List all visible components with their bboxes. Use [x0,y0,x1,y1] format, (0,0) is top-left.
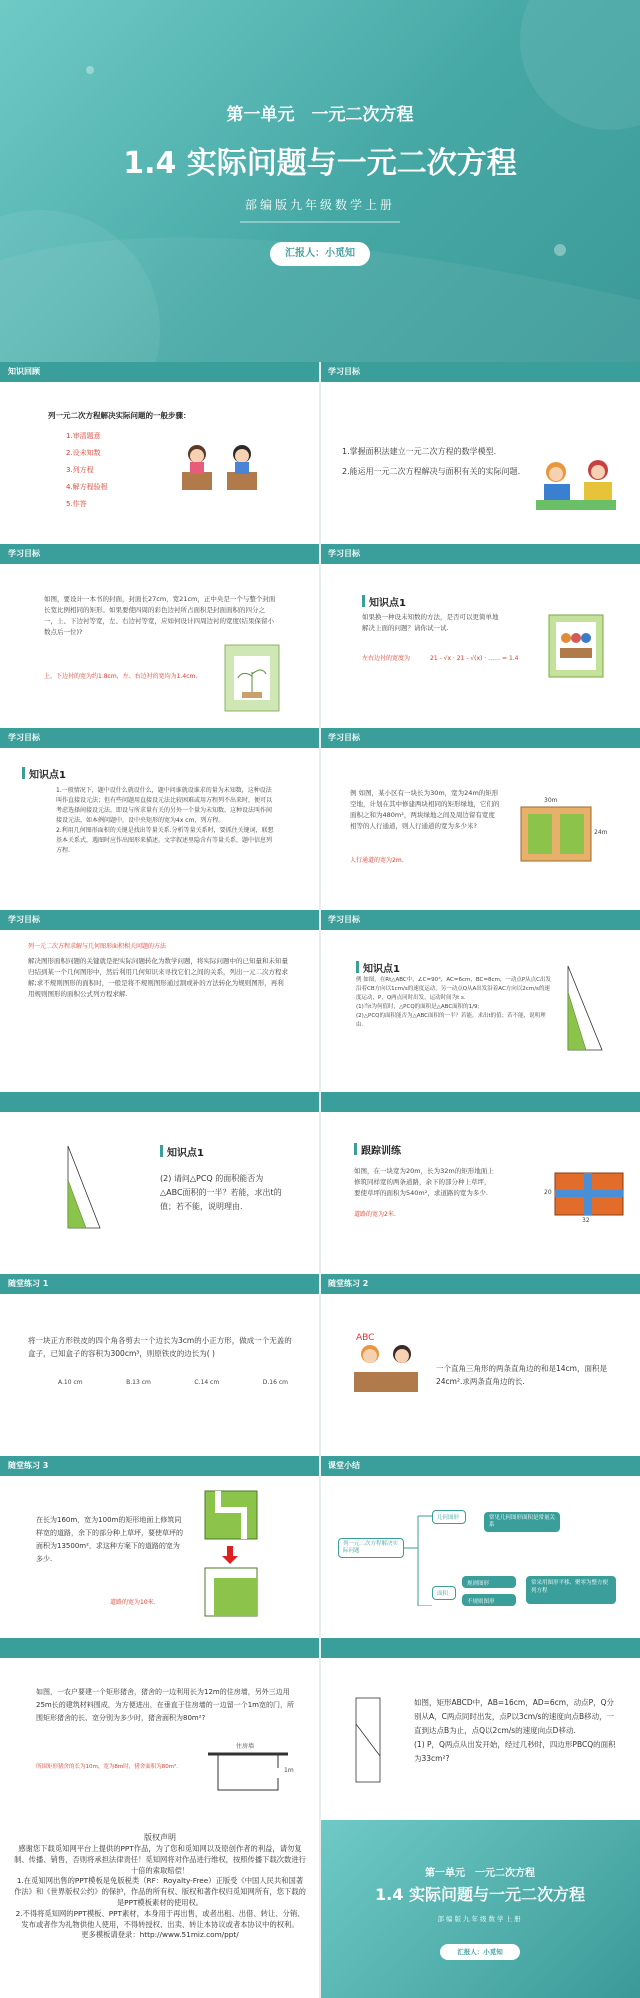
dim-height-label: 24m [594,829,608,836]
problem-text: 如图，一农户要建一个矩形猪舍，猪舍的一边利用长为12m的住房墙，另外三边用25m长的建筑材料围成，为方便进出，在垂直于住房墙的一边留一个1m宽的门，所围矩形猪舍的长、宽分别为多少时，猪舍面积为80m²? [36,1688,294,1722]
wall-label: 住房墙 [236,1743,255,1750]
book-cover-figure [224,644,280,714]
slide-practice-2 [320,1274,640,1456]
slide-bar: 学习目标 [0,728,320,748]
door-label: 1m [284,1767,294,1774]
students-illustration [172,440,272,500]
dim-width-label: 30m [544,797,558,804]
slide-bar: 学习目标 [0,910,320,930]
option-list [58,1378,288,1388]
end-title: 1.4 实际问题与一元二次方程 [375,1885,585,1904]
problem-text: 如图，在一块宽为20m，长为32m的矩形地面上修筑同样宽的两条道路，余下的部分种上草坪，要使草坪的面积为540m²，求道路的宽为多少. [354,1167,494,1197]
class-illustration [548,614,604,678]
subtitle: 部编版九年级数学上册 [244,198,395,212]
goal-list: 1.掌握面积法建立一元二次方程的数学模型. 2.能运用一元二次方程解决与面积有关的实际问题. [342,447,521,476]
slide-bar: 随堂练习 3 [0,1456,320,1476]
problem-text: 一个直角三角形的两条直角边的和是14cm，面积是24cm².求两条直角边的长. [436,1364,607,1386]
slide-end [320,1820,640,1998]
dim-width-label: 32 [582,1217,590,1224]
slide-tracking [320,1092,640,1274]
answer-text: 道路的宽为2米. [354,1211,396,1218]
method-title: 列一元二次方程求解与几何图形面积相关问题的方法 [28,943,167,950]
slide-review [0,362,320,544]
reading-kids-illustration [526,452,626,516]
slide-practice-1 [0,1274,320,1456]
end-reporter: 汇报人：小觅知 [440,1944,520,1960]
problem-text: 例 如图，某小区有一块长为30m，宽为24m的矩形空地，计划在其中修建两块相同的矩形绿地，它们的面积之和为480m²，两块绿地之间及周边留有宽度相等的人行通道，则人行通道的宽为多少米? [350,789,500,830]
problem-text: 在长为160m，宽为100m的矩形地面上修筑同样宽的道路，余下的部分种上草坪，要使草坪的面积为13500m²，求这种方案下的道路的宽为多少. [36,1516,183,1563]
answer-text: 人行通道的宽为2m. [350,857,404,864]
copyright-text: 感谢您下载觅知网平台上提供的PPT作品，为了您和觅知网以及原创作者的利益，请勿复制、传播、销售，否则将承担法律责任！觅知网将对作品进行维权，按照传播下载次数进行十倍的索取赔偿！ 1.在觅知网出售的PPT模板是免版税类（RF：Royalty-Free）正版受《中国人民共和国著作法》和《世界版权公约》的保护，作品的所有权、版权和著作权归觅知网所有，您下载的是PPT模板素材的使用权。 2.不得将觅知网的PPT模板、PPT素材，本身用于再出售，或者出租、出借、转让、分销、发布或者作为礼物供他人使用，不得转授权、出卖、转让本协议或者本协议中的权利。 更多模板请登录：http://www.51miz.com/ppt/ [14,1844,306,1940]
slide-copyright [0,1820,320,1998]
slide-bar: 学习目标 [320,362,640,382]
kp-title: 知识点1 [363,964,400,975]
answer-text: 上、下边衬的宽为约1.8cm，左、右边衬的宽均为1.4cm. [44,673,198,680]
answer-text: 所围矩形猪舍的长为10m，宽为8m时，猪舍面积为80m². [36,1764,179,1770]
slide-kp1-question [0,1092,320,1274]
slide-bar [0,1638,320,1658]
kp-marker [356,961,359,973]
slide-kp1-b [0,728,320,910]
reporter-badge: 汇报人：小觅知 [270,242,370,266]
kp-title: 跟踪训练 [361,1146,401,1157]
slide-bar [320,1092,640,1112]
problem-text: 如图，矩形ABCD中，AB=16cm，AD=6cm，动点P，Q分别从A，C两点同时出发，点P以3cm/s的速度向点B移动，一直到达点B为止，点Q以2cm/s的速度向点D移动. (1) P，Q两点从出发开始，经过几秒时，四边形PBCQ的面积为33cm²? [414,1698,616,1763]
road-transform-figure [204,1490,264,1618]
problem-text: 如图，要设计一本书的封面，封面长27cm，宽21cm，正中央是一个与整个封面长宽比例相同的矩形。如果要使四周的彩色边衬所占面积是封面面积的四分之一，上、下边衬等宽，左、右边衬等宽，应如何设计四周边衬的宽度(结果保留小数点后一位)? [44,595,276,636]
page-title: 1.4 实际问题与一元二次方程 [123,146,517,181]
slide-bar: 学习目标 [320,910,640,930]
kp-marker [354,1143,357,1155]
steps-heading: 列一元二次方程解决实际问题的一般步骤： [48,411,191,420]
question-text: (2) 请问△PCQ 的面积能否为△ABC面积的一半？若能，求出t的值；若不能，说明理由. [160,1174,282,1211]
dim-height-label: 20 [544,1189,552,1196]
summary-center: 列一元二次方程解决实际问题 [338,1538,404,1558]
svg-text:ABC: ABC [356,1333,375,1343]
slide-bar: 课堂小结 [320,1456,640,1476]
slide-kp1-a [320,544,640,728]
slide-pigsty [0,1638,320,1820]
kp-text: 1.一般情况下，题中设什么就设什么，题中问谁就设谁求的量为未知数，这种设法叫作直接设元法；但有些问题用直接设元法比较困难或用方程列不出来时，便可以考虑选择间接设元法，即设与所求量有关的另外一个量为未知数。这种设法叫作间接设元法，如本例问题中，设中央矩形的宽为4x cm，列方程。 2.利用几何图形面积的关键是找出等量关系.分析等量关系时，要抓住关键词，联想基本关系式，遇图时应作出图形来描述。文字叙述里隐含有等量关系，题中信息列方程. [56,787,274,854]
eq-formula: 21 - √x · 21 - √(x) · …… = 1.4 [430,655,519,662]
option-d[interactable]: D.16 cm [262,1379,288,1386]
summary-regular: 规则图形 [462,1576,516,1588]
answer-text: 道路的宽为10米. [110,1599,156,1606]
summary-area: 面积 [432,1586,456,1600]
option-c[interactable]: C.14 cm [194,1379,220,1386]
slide-rectangle-motion [320,1638,640,1820]
pigsty-figure [208,1750,288,1800]
slide-bar [0,1092,320,1112]
kp-title: 知识点1 [167,1148,204,1159]
slide-bar: 学习目标 [0,544,320,564]
slide-practice-3 [0,1456,320,1638]
slide-example-garden [320,728,640,910]
slide-bar: 学习目标 [320,728,640,748]
kp-marker [160,1145,163,1157]
slide-triangle-example [320,910,640,1092]
kp-title: 知识点1 [29,770,66,781]
lawn-road-figure [554,1172,624,1216]
problem-text: 例 如图，在Rt△ABC中，∠C=90°，AC=6cm，BC=8cm，一动点P从点C出发沿着CB方向以1cm/s的速度运动，另一动点Q从A出发沿着AC方向以2cm/s的速度运动，P，Q两点同时出发，运动时间为t s. (1)当t为何值时，△PCQ的面积是△ABC面积的1/9; (2)△PCQ的面积能否为△ABC面积的一半？若能，求出t的值；若不能，说明理由. [356,977,552,1028]
steps-list: 1.审清题意 2.设未知数 3.列方程 4.解方程验根 5.作答 [66,432,108,508]
title-slide [0,0,640,362]
kp-text: 如果换一种设未知数的方法，是否可以更简单地解决上面的问题？请你试一试. [362,613,499,632]
triangle-figure [60,1140,110,1240]
slide-summary [320,1456,640,1638]
slide-bar: 随堂练习 1 [0,1274,320,1294]
slide-example-cover [0,544,320,728]
slide-bar: 学习目标 [320,544,640,564]
slide-bar: 随堂练习 2 [320,1274,640,1294]
option-a[interactable]: A.10 cm [58,1379,83,1386]
slide-method [0,910,320,1092]
slide-bar [320,1638,640,1658]
kp-title: 知识点1 [369,598,406,609]
triangle-figure [562,962,612,1058]
summary-geometry: 几何图形 [432,1510,466,1524]
problem-text: 将一块正方形铁皮的四个角各剪去一个边长为3cm的小正方形，做成一个无盖的盒子，已知盒子的容积为300cm³，则原铁皮的边长为( ) [28,1336,292,1358]
option-b[interactable]: B.13 cm [126,1379,151,1386]
kp-marker [362,595,365,607]
rectangle-figure [352,1694,388,1786]
kp-marker [22,767,25,779]
end-subtitle: 部编版九年级数学上册 [437,1915,523,1923]
slide-goals [320,362,640,544]
summary-geometry-note: 常见几何图形面积是常量关系 [484,1512,560,1532]
eq-label: 左右边衬的宽度为 [362,655,411,662]
summary-irregular: 不规则图形 [462,1594,516,1606]
method-text: 解决图形面积问题的关键就是把实际问题转化为数学问题，将实际问题中的已知量和未知量归结到某一个几何图形中，然后利用几何知识来寻找它们之间的关系，列出一元二次方程求解;求不规则图形的面积时，一般是将不规则图形通过割或补的方法转化为规则图形，再利用规则图形的面积公式列方程求解. [28,957,288,998]
end-unit: 第一单元 一元二次方程 [425,1868,535,1879]
summary-irregular-note: 常采用图形平移、聚零为整方便列方程 [526,1576,616,1604]
students-illustration [346,1328,426,1408]
garden-figure [520,806,592,862]
slide-bar: 知识回顾 [0,362,320,382]
copyright-title: 版权声明 [144,1833,176,1842]
column-divider [319,362,321,1998]
unit-title: 第一单元 一元二次方程 [226,105,414,125]
